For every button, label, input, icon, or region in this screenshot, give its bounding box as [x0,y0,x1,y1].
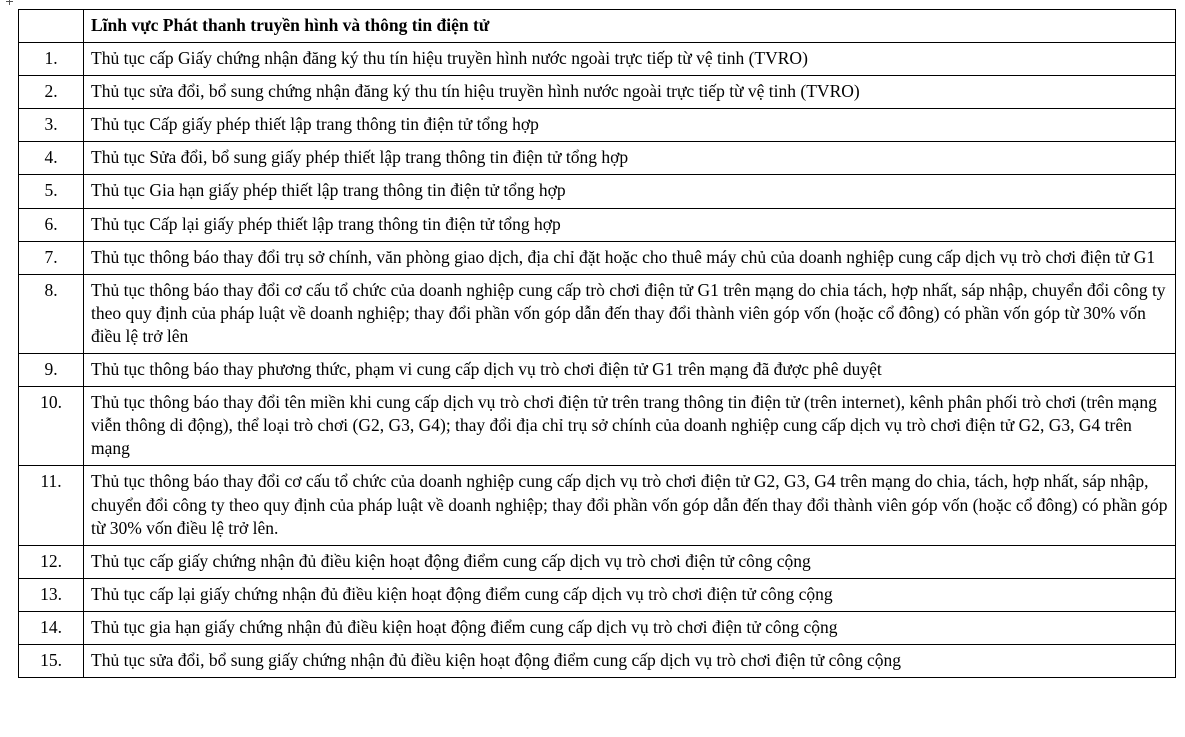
row-number: 6. [19,208,84,241]
administrative-procedures-table [18,9,1176,678]
row-number: 8. [19,274,84,353]
table-row [19,43,1176,76]
row-number: 3. [19,109,84,142]
row-text: Thủ tục sửa đổi, bổ sung giấy chứng nhận đủ điều kiện hoạt động điểm cung cấp dịch vụ trò chơi điện tử công cộng [84,644,1176,677]
table-row [19,578,1176,611]
row-text: Thủ tục Gia hạn giấy phép thiết lập trang thông tin điện tử tổng hợp [84,175,1176,208]
row-number: 2. [19,76,84,109]
table-row [19,466,1176,545]
row-number: 13. [19,578,84,611]
row-number: 10. [19,387,84,466]
table-row [19,175,1176,208]
table-row [19,611,1176,644]
row-number: 12. [19,545,84,578]
row-text: Thủ tục thông báo thay đổi tên miền khi cung cấp dịch vụ trò chơi điện tử trên trang thông tin điện tử (trên internet), kênh phân phối trò chơi (trên mạng viễn thông di động), thể loại trò chơi (G2, G3, G4); thay đổi địa chỉ trụ sở chính của doanh nghiệp cung cấp dịch vụ trò chơi điện tử G2, G3, G4 trên mạng [84,387,1176,466]
row-text: Thủ tục thông báo thay đổi cơ cấu tổ chức của doanh nghiệp cung cấp dịch vụ trò chơi điện tử G2, G3, G4 trên mạng do chia, tách, hợp nhất, sáp nhập, chuyển đổi công ty theo quy định của pháp luật về doanh nghiệp; thay đổi phần vốn góp dẫn đến thay đổi thành viên góp vốn (hoặc cổ đông) có phần góp từ 30% vốn điều lệ trở lên. [84,466,1176,545]
row-text: Thủ tục cấp Giấy chứng nhận đăng ký thu tín hiệu truyền hình nước ngoài trực tiếp từ vệ tinh (TVRO) [84,43,1176,76]
row-text: Thủ tục gia hạn giấy chứng nhận đủ điều kiện hoạt động điểm cung cấp dịch vụ trò chơi điện tử công cộng [84,611,1176,644]
table-row [19,644,1176,677]
table-row [19,76,1176,109]
row-number: 5. [19,175,84,208]
table-row [19,545,1176,578]
row-text: Thủ tục thông báo thay phương thức, phạm vi cung cấp dịch vụ trò chơi điện tử G1 trên mạng đã được phê duyệt [84,354,1176,387]
row-number: 9. [19,354,84,387]
table-row [19,241,1176,274]
table-row [19,208,1176,241]
row-text: Thủ tục cấp giấy chứng nhận đủ điều kiện hoạt động điểm cung cấp dịch vụ trò chơi điện tử công cộng [84,545,1176,578]
row-number: 7. [19,241,84,274]
row-text: Thủ tục thông báo thay đổi cơ cấu tổ chức của doanh nghiệp cung cấp trò chơi điện tử G1 trên mạng do chia tách, hợp nhất, sáp nhập, chuyển đổi công ty theo quy định của pháp luật về doanh nghiệp; thay đổi phần vốn góp dẫn đến thay đổi thành viên góp vốn (hoặc cổ đông) có phần vốn góp từ 30% vốn điều lệ trở lên [84,274,1176,353]
row-text: Thủ tục cấp lại giấy chứng nhận đủ điều kiện hoạt động điểm cung cấp dịch vụ trò chơi điện tử công cộng [84,578,1176,611]
table-body [19,10,1176,678]
table-row [19,142,1176,175]
row-text: Thủ tục sửa đổi, bổ sung chứng nhận đăng ký thu tín hiệu truyền hình nước ngoài trực tiếp từ vệ tinh (TVRO) [84,76,1176,109]
row-text: Thủ tục Cấp giấy phép thiết lập trang thông tin điện tử tổng hợp [84,109,1176,142]
row-number: 1. [19,43,84,76]
table-row [19,387,1176,466]
page-anchor-icon [2,0,16,14]
row-text: Thủ tục thông báo thay đổi trụ sở chính, văn phòng giao dịch, địa chỉ đặt hoặc cho thuê máy chủ của doanh nghiệp cung cấp dịch vụ trò chơi điện tử G1 [84,241,1176,274]
row-number: 14. [19,611,84,644]
table-header-row [19,10,1176,43]
table-row [19,274,1176,353]
row-text: Thủ tục Cấp lại giấy phép thiết lập trang thông tin điện tử tổng hợp [84,208,1176,241]
table-header-title-cell: Lĩnh vực Phát thanh truyền hình và thông tin điện tử [84,10,1176,43]
row-text: Thủ tục Sửa đổi, bổ sung giấy phép thiết lập trang thông tin điện tử tổng hợp [84,142,1176,175]
row-number: 15. [19,644,84,677]
table-header-number-cell [19,10,84,43]
table-row [19,109,1176,142]
row-number: 11. [19,466,84,545]
row-number: 4. [19,142,84,175]
table-row [19,354,1176,387]
